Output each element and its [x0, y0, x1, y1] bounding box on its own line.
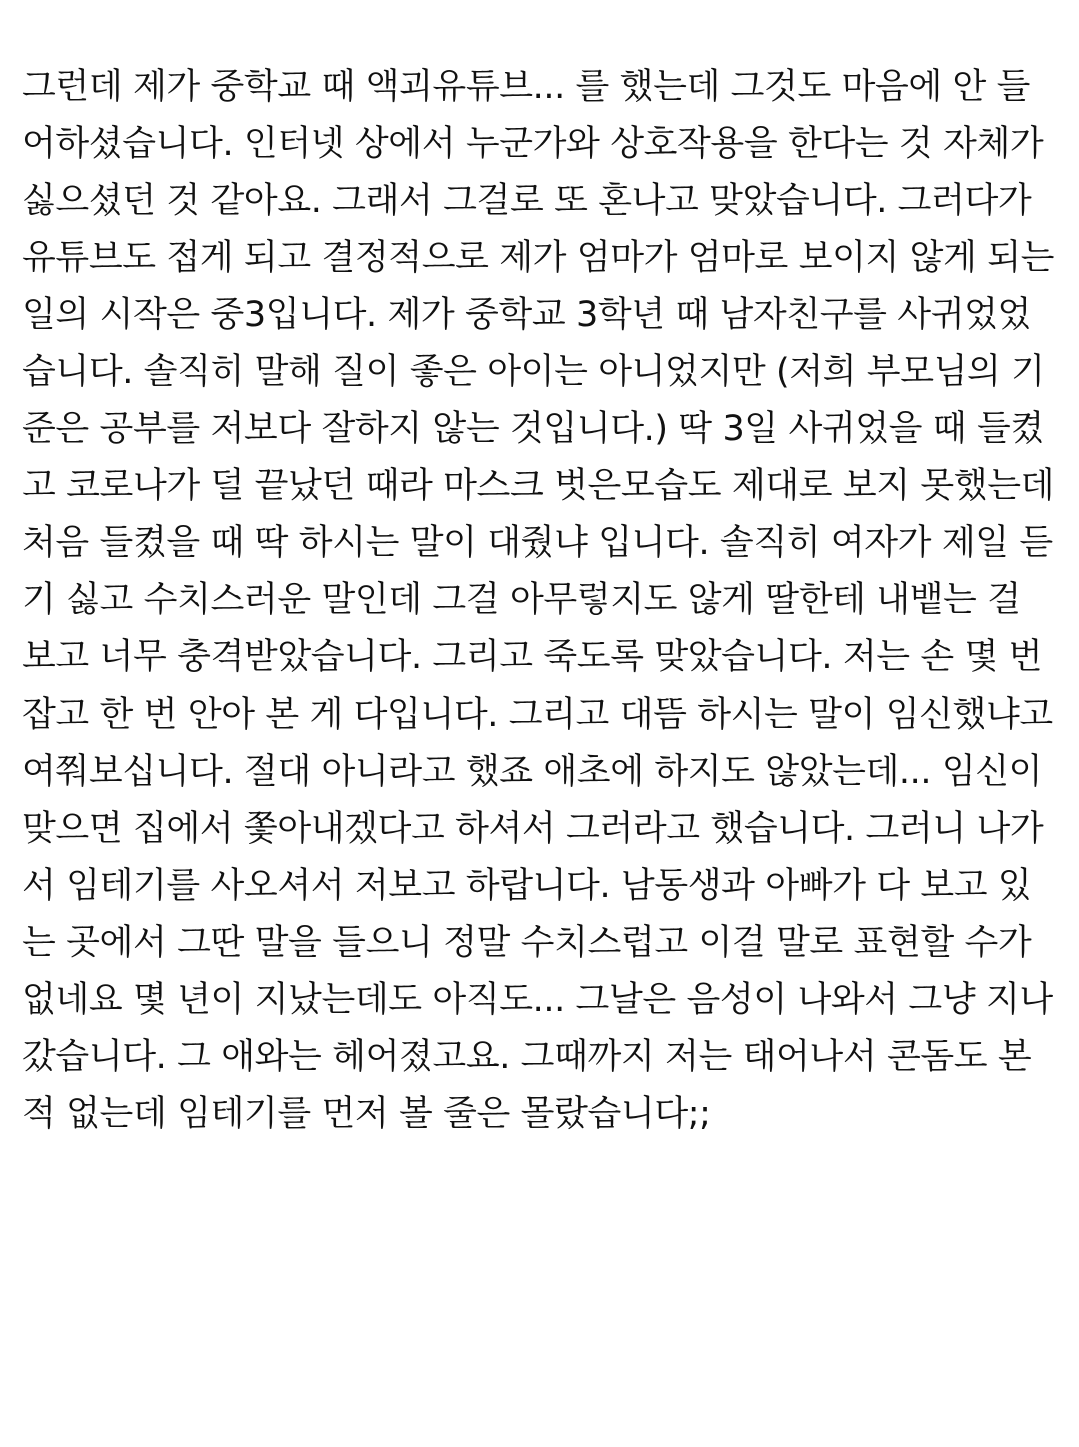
body-paragraph: 그런데 제가 중학교 때 액괴유튜브... 를 했는데 그것도 마음에 안 들어하셨습니다. 인터넷 상에서 누군가와 상호작용을 한다는 것 자체가 싫으셨던 것 같아요. 그래서 그걸로 또 혼나고 맞았습니다. 그러다가 유튜브도 접게 되고 결정적으로 제가 엄마가 엄마로 보이지 않게 되는 일의 시작은 중3입니다. 제가 중학교 3학년 때 남자친구를 사귀었었습니다. 솔직히 말해 질이 좋은 아이는 아니었지만 (저희 부모님의 기준은 공부를 저보다 잘하지 않는 것입니다.) 딱 3일 사귀었을 때 들켰고 코로나가 덜 끝났던 때라 마스크 벗은모습도 제대로 보지 못했는데 처음 들켰을 때 딱 하시는 말이 대줬냐 입니다. 솔직히 여자가 제일 듣기 싫고 수치스러운 말인데 그걸 아무렇지도 않게 딸한테 내뱉는 걸 보고 너무 충격받았습니다. 그리고 죽도록 맞았습니다. 저는 손 몇 번 잡고 한 번 안아 본 게 다입니다. 그리고 대뜸 하시는 말이 임신했냐고 여쭤보십니다. 절대 아니라고 했죠 애초에 하지도 않았는데... 임신이 맞으면 집에서 쫓아내겠다고 하셔서 그러라고 했습니다. 그러니 나가서 임테기를 사오셔서 저보고 하랍니다. 남동생과 아빠가 다 보고 있는 곳에서 그딴 말을 들으니 정말 수치스럽고 이걸 말로 표현할 수가 없네요 몇 년이 지났는데도 아직도... 그날은 음성이 나와서 그냥 지나갔습니다. 그 애와는 헤어졌고요. 그때까지 저는 태어나서 콘돔도 본 적 없는데 임테기를 먼저 볼 줄은 몰랐습니다;; [22, 67, 1065, 1134]
